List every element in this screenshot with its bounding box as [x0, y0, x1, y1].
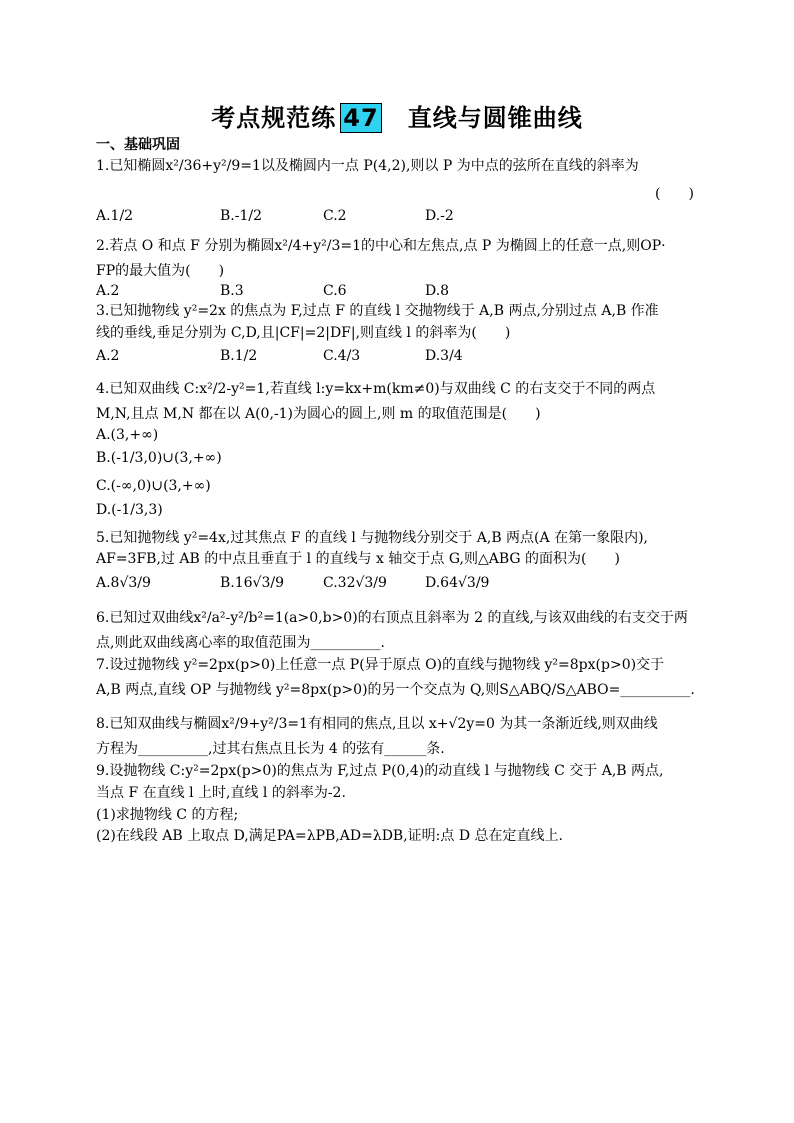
q3-option-c: C.4/3	[323, 348, 361, 364]
section-heading: 一、基础巩固	[96, 137, 180, 153]
q2-option-d: D.8	[425, 283, 450, 299]
q1-option-b: B.-1/2	[220, 208, 262, 224]
title-topic: 直线与圆锥曲线	[407, 104, 583, 132]
q8-stem-line1: 8.已知双曲线与椭圆x²/9+y²/3=1有相同的焦点,且以 x+√2y=0 为其一条渐近线,则双曲线	[96, 716, 658, 732]
q5-option-b: B.16√3/9	[220, 575, 285, 591]
q3-option-a: A.2	[96, 348, 120, 364]
q2-option-c: C.6	[323, 283, 347, 299]
exercise-number-badge: 47	[340, 103, 381, 133]
q7-stem-line1: 7.设过抛物线 y²=2px(p>0)上任意一点 P(异于原点 O)的直线与抛物线 y²=8px(p>0)交于	[96, 657, 665, 673]
q5-option-a: A.8√3/9	[96, 575, 151, 591]
q9-part2: (2)在线段 AB 上取点 D,满足PA=λPB,AD=λDB,证明:点 D 总在定直线上.	[96, 828, 563, 844]
q8-stem-line2: 方程为__________,过其右焦点且长为 4 的弦有______条.	[96, 741, 445, 757]
q3-option-b: B.1/2	[220, 348, 258, 364]
q1-answer-paren: ( )	[655, 186, 694, 202]
q1-stem: 1.已知椭圆x²/36+y²/9=1以及椭圆内一点 P(4,2),则以 P 为中点的弦所在直线的斜率为	[96, 158, 639, 174]
q6-stem-line2: 点,则此双曲线离心率的取值范围为__________.	[96, 635, 385, 651]
q9-stem-line1: 9.设抛物线 C:y²=2px(p>0)的焦点为 F,过点 P(0,4)的动直线 l 与抛物线 C 交于 A,B 两点,	[96, 763, 664, 779]
q2-option-b: B.3	[220, 283, 244, 299]
q9-part1: (1)求抛物线 C 的方程;	[96, 807, 239, 823]
q5-stem-line1: 5.已知抛物线 y²=4x,过其焦点 F 的直线 l 与抛物线分别交于 A,B 两点(A 在第一象限内),	[96, 530, 648, 546]
q4-stem-line2: M,N,且点 M,N 都在以 A(0,-1)为圆心的圆上,则 m 的取值范围是( )	[96, 406, 541, 422]
q7-stem-line2: A,B 两点,直线 OP 与抛物线 y²=8px(p>0)的另一个交点为 Q,则S△ABQ/S△ABO=__________.	[96, 682, 695, 698]
q2-stem-line2: FP的最大值为( )	[96, 263, 225, 279]
page-title	[0, 98, 794, 133]
q1-option-d: D.-2	[425, 208, 454, 224]
q4-option-d: D.(-1/3,3)	[96, 502, 163, 518]
q4-option-c: C.(-∞,0)∪(3,+∞)	[96, 478, 211, 494]
q1-option-a: A.1/2	[96, 208, 134, 224]
q1-option-c: C.2	[323, 208, 347, 224]
q9-stem-line2: 当点 F 在直线 l 上时,直线 l 的斜率为-2.	[96, 785, 346, 801]
q2-option-a: A.2	[96, 283, 120, 299]
q4-option-a: A.(3,+∞)	[96, 427, 159, 443]
q5-option-d: D.64√3/9	[425, 575, 490, 591]
q4-option-b: B.(-1/3,0)∪(3,+∞)	[96, 450, 222, 466]
q3-stem-line1: 3.已知抛物线 y²=2x 的焦点为 F,过点 F 的直线 l 交抛物线于 A,B 两点,分别过点 A,B 作准	[96, 303, 659, 319]
q3-option-d: D.3/4	[425, 348, 463, 364]
q2-stem-line1: 2.若点 O 和点 F 分别为椭圆x²/4+y²/3=1的中心和左焦点,点 P 为椭圆上的任意一点,则OP·	[96, 238, 666, 254]
q6-stem-line1: 6.已知过双曲线x²/a²-y²/b²=1(a>0,b>0)的右顶点且斜率为 2 的直线,与该双曲线的右支交于两	[96, 610, 688, 626]
title-prefix: 考点规范练	[211, 104, 337, 132]
q5-option-c: C.32√3/9	[323, 575, 387, 591]
q5-stem-line2: AF=3FB,过 AB 的中点且垂直于 l 的直线与 x 轴交于点 G,则△ABG 的面积为( )	[96, 551, 620, 567]
q4-stem-line1: 4.已知双曲线 C:x²/2-y²=1,若直线 l:y=kx+m(km≠0)与双曲线 C 的右支交于不同的两点	[96, 381, 656, 397]
q3-stem-line2: 线的垂线,垂足分别为 C,D,且|CF|=2|DF|,则直线 l 的斜率为( )	[96, 325, 511, 341]
